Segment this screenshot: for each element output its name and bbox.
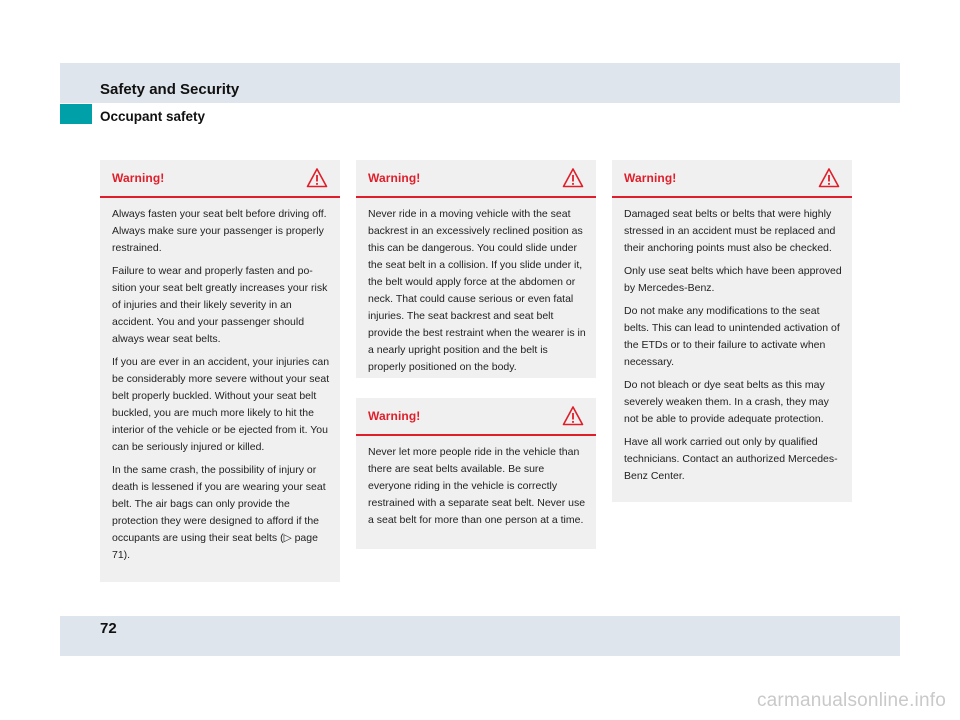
warning-paragraph: Failure to wear and properly fasten and po-sition your seat belt greatly increases your risk of injuries and their likely severity in an accident. You and your passenger should always wear seat belts. xyxy=(112,265,328,345)
warning-paragraph: Do not make any modifications to the seat belts. This can lead to unintended activation of the ETDs or to their failure to activate when necessary. xyxy=(624,305,840,368)
warning-body xyxy=(356,198,596,376)
warning-paragraph: Never ride in a moving vehicle with the seat backrest in an excessively reclined position as this can be dangerous. You could slide under the seat belt in a collision. If you slide under it, the belt would apply force at the abdomen or neck. That could cause serious or even fatal injuries. The seat backrest and seat belt provide the best restraint when the wearer is in a nearly upright position and the belt is properly positioned on the body. xyxy=(368,208,586,373)
subsection-title: Occupant safety xyxy=(100,109,206,124)
warning-triangle-icon xyxy=(562,167,584,189)
warning-paragraph: Damaged seat belts or belts that were highly stressed in an accident must be replaced and their anchoring points must also be checked. xyxy=(624,208,836,254)
warning-header xyxy=(356,160,596,198)
page-number: 72 xyxy=(100,620,117,637)
warning-title: Warning! xyxy=(368,171,421,185)
warning-header xyxy=(100,160,340,198)
warning-paragraph: Do not bleach or dye seat belts as this may severely weaken them. In a crash, they may not be able to provide adequate protection. xyxy=(624,379,829,425)
warning-header xyxy=(356,398,596,436)
warning-header xyxy=(612,160,852,198)
watermark-text: carmanualsonline.info xyxy=(756,690,946,711)
warning-box-damaged-belts xyxy=(612,160,852,502)
warning-triangle-icon xyxy=(306,167,328,189)
warning-title: Warning! xyxy=(624,171,677,185)
warning-paragraph: If you are ever in an accident, your injuries can be considerably more severe without your seat belt properly buckled. Without your seat belt buckled, you are much more likely to hit the interior of the vehicle or be ejected from it. You can be seriously injured or killed. xyxy=(112,356,330,453)
warning-title: Warning! xyxy=(112,171,165,185)
footer-band xyxy=(60,616,900,656)
section-marker xyxy=(60,104,92,124)
warning-body xyxy=(356,436,596,529)
warning-body xyxy=(612,198,852,485)
warning-box-seat-belt-fastening xyxy=(100,160,340,582)
warning-body xyxy=(100,198,340,564)
warning-triangle-icon xyxy=(818,167,840,189)
warning-paragraph: In the same crash, the possibility of injury or death is lessened if you are wearing your seat belt. The air bags can only provide the protection they were designed to afford if the occupants are using their seat belts (▷ page 71). xyxy=(112,464,326,561)
warning-paragraph: Have all work carried out only by qualified technicians. Contact an authorized Mercedes-Benz Center. xyxy=(624,436,838,482)
warning-paragraph: Always fasten your seat belt before driving off. Always make sure your passenger is properly restrained. xyxy=(112,208,327,254)
warning-title: Warning! xyxy=(368,409,421,423)
warning-paragraph: Never let more people ride in the vehicle than there are seat belts available. Be sure everyone riding in the vehicle is correctly restrained with a separate seat belt. Never use a seat belt for more than one person at a time. xyxy=(368,446,586,526)
section-title: Safety and Security xyxy=(100,81,240,98)
warning-box-reclined-backrest xyxy=(356,160,596,378)
warning-box-passenger-limit xyxy=(356,398,596,549)
warning-triangle-icon xyxy=(562,405,584,427)
warning-paragraph: Only use seat belts which have been approved by Mercedes-Benz. xyxy=(624,265,842,294)
